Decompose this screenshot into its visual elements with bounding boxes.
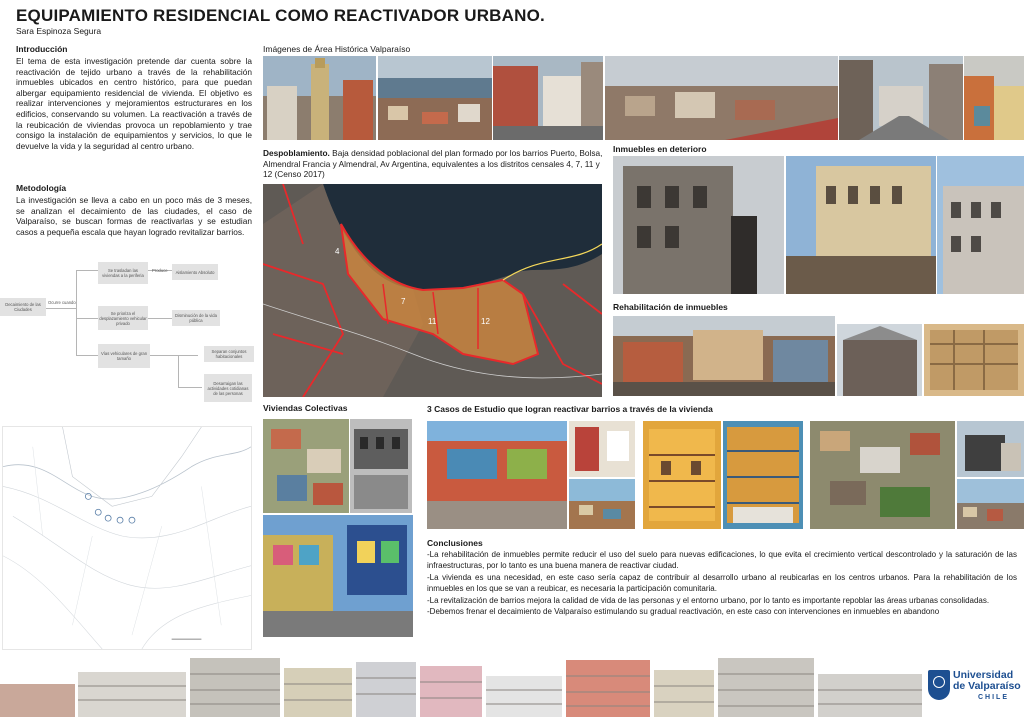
diagram-node-uproot: Desarraigan las actividades cotidianas de las personas <box>204 374 252 402</box>
cases-heading: 3 Casos de Estudio que logran reactivar barrios a través de la vivienda <box>427 404 713 414</box>
diagram-edge-label: Produce <box>152 268 168 273</box>
facade-strip <box>0 654 922 717</box>
diagram-node-periphery: Se trasladan las viviendas a la periferia <box>98 262 148 284</box>
diagram-connector <box>76 355 98 356</box>
rehab-photo-1 <box>613 316 835 396</box>
conclusion-item: -Debemos frenar el decaimiento de Valparaíso estimulando su gradual reactivación, en este caso con intervenciones en inmuebles en abandono <box>427 607 940 617</box>
logo-line-3: CHILE <box>978 694 1009 701</box>
collective-heading: Viviendas Colectivas <box>263 403 348 413</box>
collective-photo-aerial <box>263 419 349 513</box>
diagram-node-isolation: Aislamiento Absoluto <box>172 264 218 280</box>
deterioration-photo-1 <box>613 156 784 294</box>
conclusion-item: -La vivienda es una necesidad, en este caso sería capaz de contribuir al desarrollo urbano al reubicarlas en los centros urbanos. Para la rehabilitación de los inmuebles en los que se van a reubicar, es necesaria la participación comunitaria. <box>427 572 1017 594</box>
poster-title: EQUIPAMIENTO RESIDENCIAL COMO REACTIVADOR URBANO. <box>16 6 545 25</box>
deterioration-heading: Inmuebles en deterioro <box>613 144 707 154</box>
diagram-node-public-life: Disminución de la vida pública <box>172 310 220 326</box>
rehab-photo-2 <box>837 324 922 396</box>
case1-photo-view <box>569 479 635 529</box>
diagram-node-wide-roads: Vías vehiculares de gran tamaño <box>98 344 150 368</box>
method-heading: Metodología <box>16 183 67 193</box>
district-label-7: 7 <box>401 297 406 306</box>
diagram-connector <box>76 270 98 271</box>
conclusion-item: -La rehabilitación de inmuebles permite reducir el uso del suelo para nuevas edificaciones, lo que evita el crecimiento vertical descontrolado y la saturación de las infraestructuras, por lo tanto es una buena manera de reactivar ciudad. <box>427 550 1017 571</box>
conclusions-list <box>427 549 1017 617</box>
author-name: Sara Espinoza Segura <box>16 26 102 36</box>
collective-photo-old <box>350 419 412 513</box>
case1-photo-main <box>427 421 567 529</box>
conclusions-heading: Conclusiones <box>427 538 483 548</box>
diagram-node-root: Decaimiento de las Ciudades <box>0 298 46 316</box>
historic-photo-tower <box>263 56 376 140</box>
diagram-node-private-traffic: Se prioriza el desplazamiento vehicular privado <box>98 306 148 330</box>
diagram-connector <box>178 355 179 387</box>
rehab-photo-3 <box>924 324 1024 396</box>
conclusion-item: -La revitalización de barrios mejora la calidad de vida de las personas y el entorno urbano, por lo tanto es importante repoblar las áreas urbanas consolidadas. <box>427 595 990 605</box>
depopulation-lead: Despoblamiento. <box>263 148 330 158</box>
case3-photo-building <box>957 421 1024 477</box>
case1-photo-interior <box>569 421 635 477</box>
intro-heading: Introducción <box>16 44 68 54</box>
intro-text: El tema de esta investigación pretende dar cuenta sobre la reactivación de tejido urbano a través de la rehabilitación inmuebles ubicados en centro histórico, para que puedan albergar equipamiento residencial de vivienda. El objetivo es realizar intervenciones y mejoramientos estructurares en los edificios, conservando su volumen. La reactivación a través de la reubicación de viviendas provoca un repoblamiento y trae consigo la instalación de equipamientos y servicios, lo que le devuelve la vida y la seguridad al centro urbano. <box>16 56 252 151</box>
historic-photo-hill <box>964 56 1024 140</box>
historic-photo-street <box>493 56 603 140</box>
rehab-heading: Rehabilitación de inmuebles <box>613 302 728 312</box>
depopulation-map <box>263 184 602 397</box>
case3-photo-city <box>957 479 1024 529</box>
collective-photo-colorful <box>263 515 413 637</box>
depopulation-text <box>263 148 603 180</box>
diagram-connector <box>76 318 98 319</box>
logo-line-1: Universidad <box>953 669 1014 681</box>
deterioration-photo-2 <box>786 156 936 294</box>
district-label-12: 12 <box>481 317 490 326</box>
district-label-11: 11 <box>428 317 437 326</box>
historic-photo-panorama <box>605 56 838 140</box>
diagram-connector <box>76 270 77 356</box>
case2-photo-balconies <box>723 421 803 529</box>
diagram-node-separate: Separan conjuntos habitacionales <box>204 346 254 362</box>
historic-photo-avenue <box>839 56 963 140</box>
case2-photo-courtyard <box>643 421 721 529</box>
diagram-connector <box>178 387 202 388</box>
centers-map <box>2 426 252 650</box>
historic-photo-bay <box>378 56 492 140</box>
district-label-4: 4 <box>335 247 340 256</box>
diagram-connector <box>148 318 172 319</box>
diagram-connector <box>150 355 198 356</box>
deterioration-photo-3 <box>937 156 1024 294</box>
historic-images-heading: Imágenes de Área Histórica Valparaíso <box>263 44 411 54</box>
method-text: La investigación se lleva a cabo en un poco más de 3 meses, se analizan el decaimiento de las ciudades, el caso de Valparaíso, se buscan formas de reactivarlas y se estudian casos a pequeña escala que hayan logrado revitalizar barrios. <box>16 195 252 237</box>
diagram-connector <box>46 308 76 309</box>
case3-photo-aerial <box>810 421 955 529</box>
logo-line-2: de Valparaíso <box>953 680 1021 692</box>
shield-emblem-icon <box>933 676 945 688</box>
depopulation-body: Baja densidad poblacional del plan formado por los barrios Puerto, Bolsa, Almendral Francia y Almendral, Av Argentina, equivalentes a los distritos censales 4, 7, 11 y 12 (Censo 2017) <box>263 148 603 180</box>
diagram-edge-label: Ocurre cuando <box>48 300 76 305</box>
